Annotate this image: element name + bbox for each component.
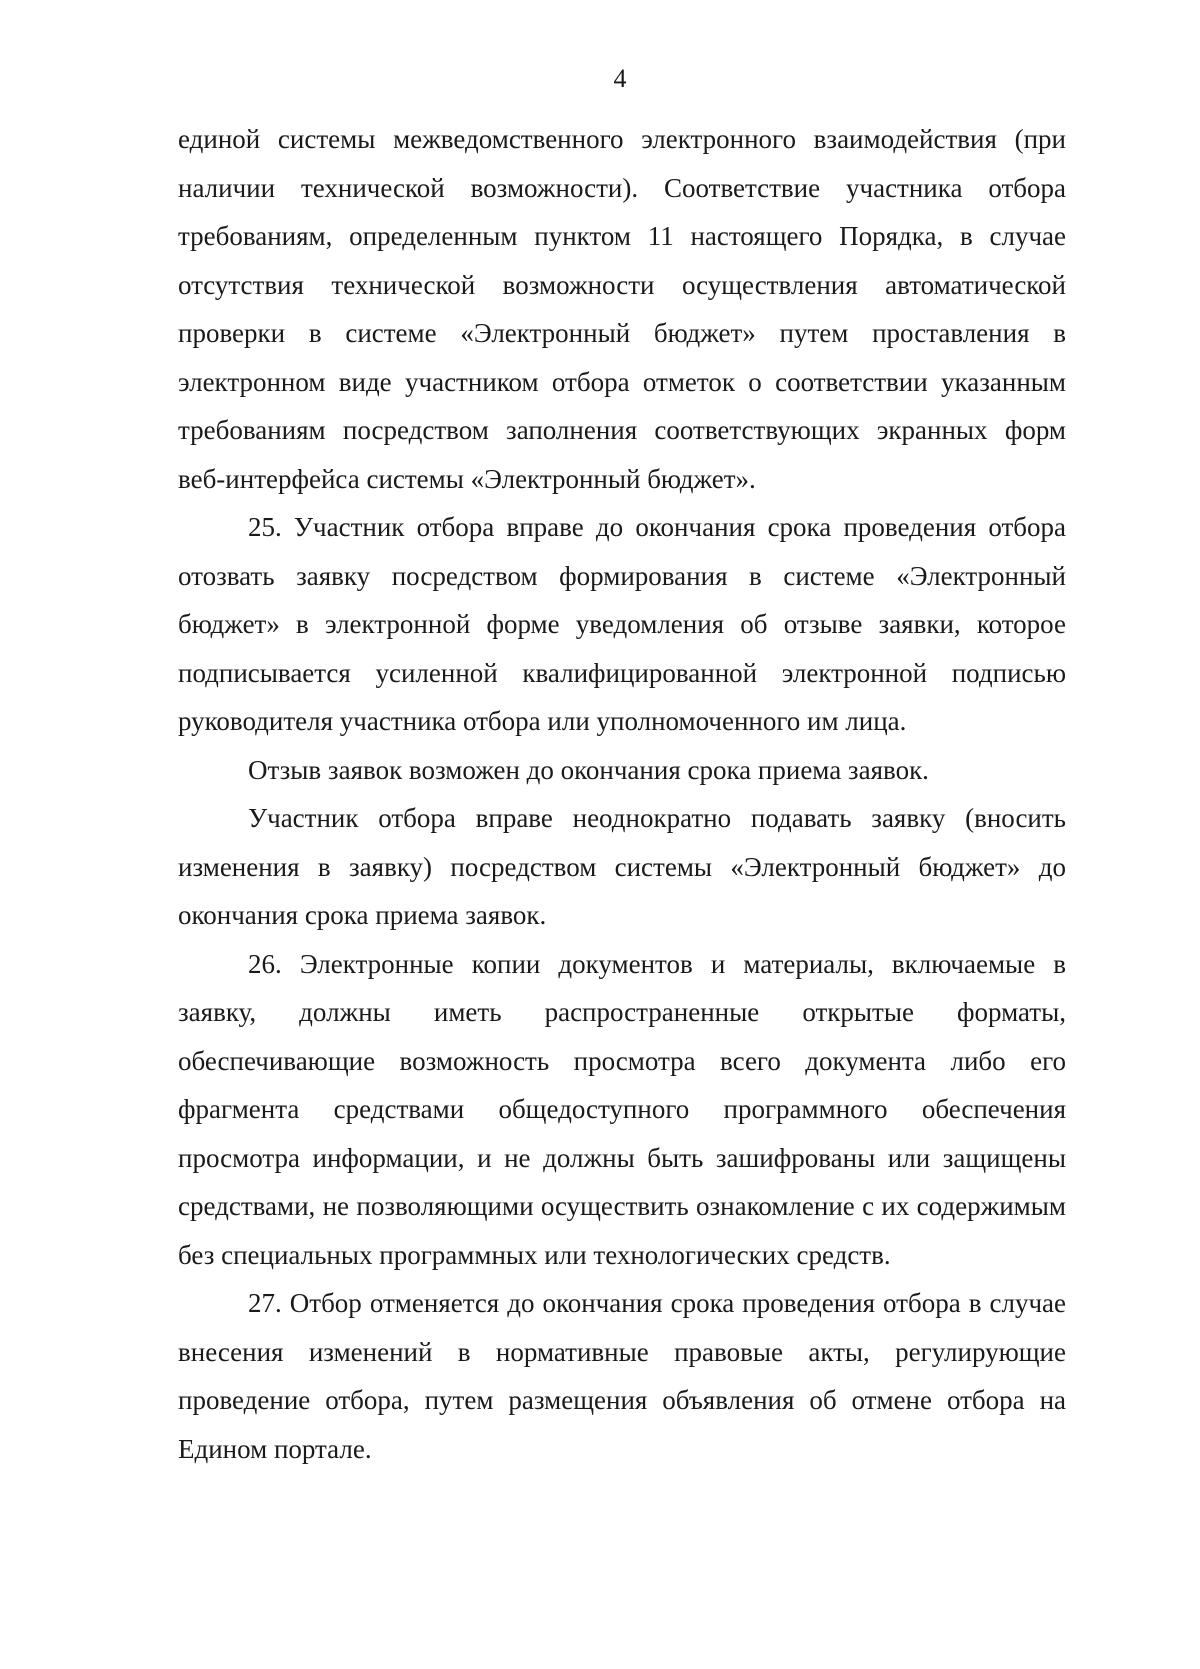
- paragraph-resubmission: Участник отбора вправе неоднократно подавать заявку (вносить изменения в заявку) посредством системы «Электронный бюджет» до окончания срока приема заявок.: [178, 803, 1066, 930]
- paragraph-continuation: единой системы межведомственного электронного взаимодействия (при наличии технической возможности). Соответствие участника отбора требованиям, определенным пунктом 11 настоящего Порядка, в случае отсутствия технической возможности осуществления автоматической проверки в системе «Электронный бюджет» путем проставления в электронном виде участником отбора отметок о соответствии указанным требованиям посредством заполнения соответствующих экранных форм веб-интерфейса системы «Электронный бюджет».: [178, 124, 1066, 494]
- paragraph-clause-26: 26. Электронные копии документов и материалы, включаемые в заявку, должны иметь распространенные открытые форматы, обеспечивающие возможность просмотра всего документа либо его фрагмента средствами общедоступного программного обеспечения просмотра информации, и не должны быть зашифрованы или защищены средствами, не позволяющими осуществить ознакомление с их содержимым без специальных программных или технологических средств.: [178, 948, 1066, 1270]
- paragraph-withdrawal-deadline: Отзыв заявок возможен до окончания срока приема заявок.: [248, 754, 929, 785]
- document-body: [178, 115, 1066, 1473]
- page-number: 4: [613, 64, 627, 93]
- paragraph-clause-25: 25. Участник отбора вправе до окончания срока проведения отбора отозвать заявку посредством формирования в системе «Электронный бюджет» в электронной форме уведомления об отзыве заявки, которое подписывается усиленной квалифицированной электронной подписью руководителя участника отбора или уполномоченного им лица.: [178, 512, 1066, 736]
- paragraph-clause-27: 27. Отбор отменяется до окончания срока проведения отбора в случае внесения изменений в нормативные правовые акты, регулирующие проведение отбора, путем размещения объявления об отмене отбора на Едином портале.: [178, 1288, 1066, 1464]
